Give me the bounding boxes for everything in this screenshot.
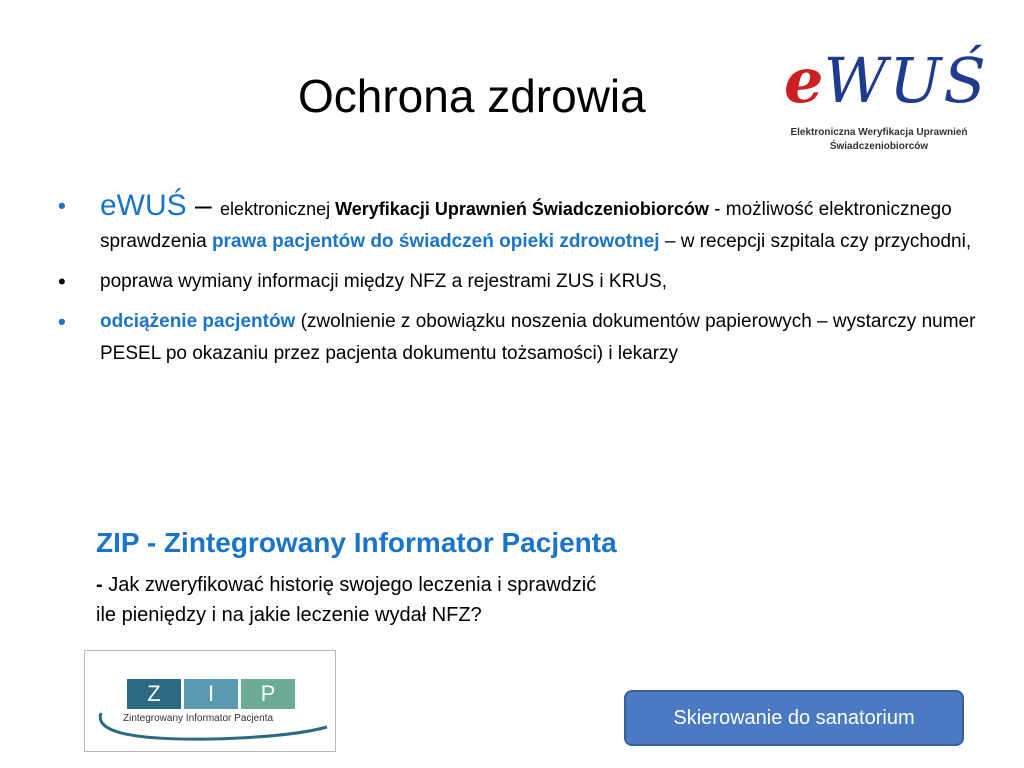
ewus-logo-mark xyxy=(784,40,988,122)
nfz-text: poprawa wymiany informacji między NFZ a rejestrami ZUS i KRUS, xyxy=(100,271,667,292)
ewus-text-1: elektronicznej xyxy=(220,199,336,219)
ewus-logo-subtitle-line2: Świadczeniobiorców xyxy=(829,141,929,152)
ewus-text-4: prawa pacjentów do świadczeń opieki zdrowotnej xyxy=(211,231,660,252)
zip-logo xyxy=(84,650,336,752)
ewus-logo-subtitle-line1: Elektroniczna Weryfikacja Uprawnień xyxy=(790,127,968,138)
zip-desc-line2: ile pieniędzy i na jakie leczenie wydał NFZ? xyxy=(96,604,482,626)
zip-letter-z: Z xyxy=(127,679,181,709)
zip-logo-caption: Zintegrowany Informator Pacjenta xyxy=(123,713,274,724)
zip-title: ZIP - Zintegrowany Informator Pacjenta xyxy=(96,527,617,558)
ewus-text-3: - możliwość elektronicznego sprawdzenia xyxy=(100,199,952,252)
zip-desc-dash: - xyxy=(96,574,103,596)
bullet-item-odciazenie xyxy=(58,306,978,370)
ewus-logo xyxy=(768,40,990,158)
zip-description xyxy=(96,570,776,630)
bullet-dot: • xyxy=(58,309,66,334)
bullet-item-nfz xyxy=(58,266,978,298)
bullet-dot: • xyxy=(58,269,66,294)
odciazenie-text: (zwolnienie z obowiązku noszenia dokumentów papierowych – wystarczy numer PESEL po okazaniu przez pacjenta dokumentu tożsamości) i lekarzy xyxy=(100,311,976,364)
bullet-dot: • xyxy=(58,193,66,218)
slide-title: Ochrona zdrowia xyxy=(298,70,646,122)
zip-logo-arc-icon xyxy=(91,705,331,745)
bullet-list xyxy=(58,190,978,378)
odciazenie-lead: odciążenie pacjentów xyxy=(100,311,296,332)
bullet-item-ewus xyxy=(58,190,978,258)
ewus-dash: – xyxy=(186,189,221,222)
sanatorium-button[interactable]: Skierowanie do sanatorium xyxy=(624,690,964,746)
ewus-logo-wus: WUŚ xyxy=(823,44,988,117)
zip-desc-line1: Jak zweryfikować historię swojego leczenia i sprawdzić xyxy=(102,574,597,596)
zip-letter-i: I xyxy=(184,679,238,709)
ewus-logo-subtitle xyxy=(768,126,990,154)
ewus-logo-e: e xyxy=(784,44,824,117)
ewus-text-2: Weryfikacji Uprawnień Świadczeniobiorców xyxy=(335,199,709,219)
zip-letter-p: P xyxy=(241,679,295,709)
ewus-text-5: – w recepcji szpitala czy przychodni, xyxy=(659,231,972,252)
ewus-lead: eWUŚ xyxy=(100,189,187,222)
